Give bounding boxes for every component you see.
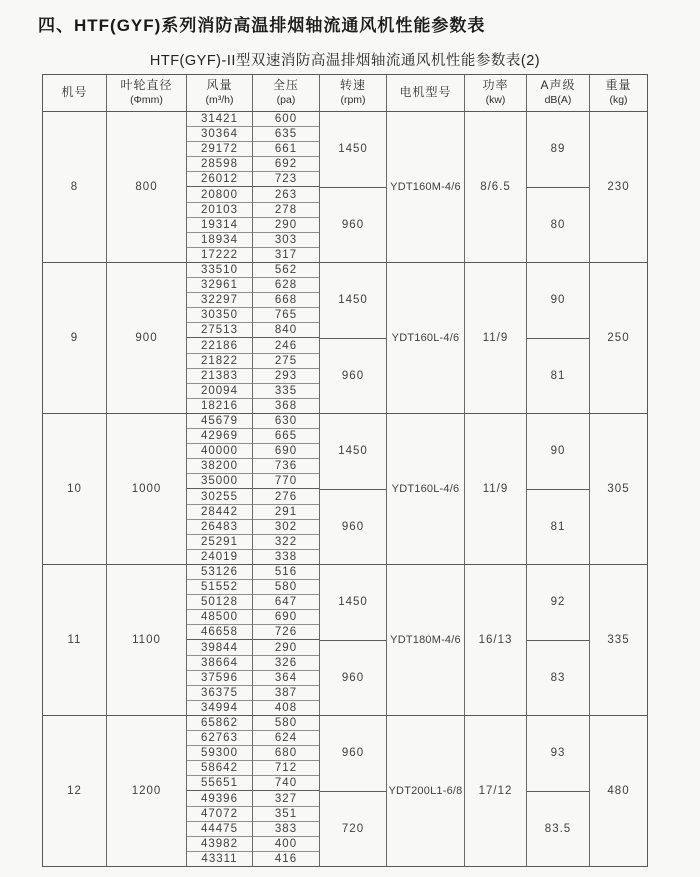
pressure-cell: 322	[253, 535, 319, 550]
airflow-cell: 26483	[187, 520, 252, 535]
power-cell: 11/9	[482, 483, 509, 495]
airflow-cell: 35000	[187, 474, 252, 489]
weight-cell: 480	[607, 785, 630, 797]
diameter-column	[107, 716, 187, 866]
airflow-cell: 19314	[187, 218, 252, 233]
rpm-cell: 960	[341, 671, 365, 684]
model-no-column	[43, 263, 107, 413]
header-line2: (pa)	[276, 93, 296, 106]
airflow-cell: 51552	[187, 580, 252, 595]
pressure-cell: 690	[253, 610, 319, 625]
airflow-cell: 55651	[187, 776, 252, 791]
airflow-cell: 20094	[187, 384, 252, 399]
pressure-cell: 368	[274, 399, 298, 412]
pressure-cell: 335	[253, 384, 319, 399]
pressure-cell: 408	[274, 701, 298, 714]
speed-column	[320, 565, 387, 715]
model-no-cell: 9	[70, 332, 79, 344]
header-cell-speed	[320, 75, 387, 111]
airflow-column	[187, 716, 253, 866]
noise-column	[527, 112, 590, 262]
model-no-cell: 12	[67, 785, 82, 797]
table-section-12	[43, 715, 647, 866]
header-line1: 电机型号	[399, 85, 452, 100]
weight-column	[590, 112, 647, 262]
pressure-column	[253, 112, 320, 262]
power-column	[465, 716, 527, 866]
noise-column	[527, 716, 590, 866]
header-line2: (Φmm)	[130, 93, 163, 106]
header-label-pressure	[253, 78, 319, 107]
pressure-cell: 276	[253, 489, 319, 504]
noise-cell: 93	[527, 716, 589, 792]
rpm-cell: 720	[341, 822, 365, 835]
motor-model-column	[387, 263, 465, 413]
airflow-cell: 20103	[187, 203, 252, 218]
pressure-cell: 562	[253, 263, 319, 278]
power-cell: 16/13	[478, 634, 513, 646]
diameter-cell: 1100	[132, 634, 161, 646]
airflow-cell: 28598	[187, 157, 252, 172]
table-section-8	[43, 112, 647, 262]
weight-column	[590, 263, 647, 413]
pressure-cell: 628	[253, 278, 319, 293]
pressure-column	[253, 565, 320, 715]
airflow-cell: 34994	[201, 701, 238, 714]
airflow-cell: 38200	[187, 459, 252, 474]
diameter-column	[107, 414, 187, 564]
airflow-cell: 62763	[187, 731, 252, 746]
airflow-cell: 53126	[187, 565, 252, 580]
pressure-cell: 665	[253, 429, 319, 444]
airflow-column	[187, 112, 253, 262]
pressure-cell: 580	[253, 580, 319, 595]
model-no-cell: 10	[67, 483, 82, 495]
airflow-cell: 24019	[201, 550, 238, 563]
header-line2: (kw)	[485, 93, 506, 106]
pressure-cell: 416	[274, 852, 298, 865]
page-title: 四、HTF(GYF)系列消防高温排烟轴流通风机性能参数表	[38, 16, 486, 35]
power-column	[465, 414, 527, 564]
pressure-cell: 840	[253, 323, 319, 338]
diameter-column	[107, 263, 187, 413]
diameter-cell: 900	[135, 332, 158, 344]
noise-cell: 90	[527, 263, 589, 339]
header-line1: 机号	[61, 85, 88, 100]
motor-model-cell: YDT200L1-6/8	[388, 785, 463, 797]
pressure-cell: 293	[253, 369, 319, 384]
pressure-cell: 600	[253, 112, 319, 127]
header-cell-airflow	[187, 75, 253, 111]
power-column	[465, 112, 527, 262]
rpm-cell: 1450	[320, 112, 386, 188]
airflow-cell: 47072	[187, 807, 252, 822]
pressure-column	[253, 263, 320, 413]
airflow-cell: 43982	[187, 837, 252, 852]
pressure-cell: 326	[253, 656, 319, 671]
pressure-cell: 770	[253, 474, 319, 489]
pressure-cell: 630	[253, 414, 319, 429]
model-no-column	[43, 716, 107, 866]
header-cell-weight	[590, 75, 647, 111]
header-line1: 风量	[206, 78, 233, 93]
header-line2: dB(A)	[544, 93, 572, 106]
pressure-cell: 302	[253, 520, 319, 535]
airflow-cell: 38664	[187, 656, 252, 671]
pressure-cell: 690	[253, 444, 319, 459]
motor-model-column	[387, 565, 465, 715]
diameter-cell: 800	[135, 181, 158, 193]
header-label-motor-model	[387, 85, 464, 101]
weight-column	[590, 414, 647, 564]
rpm-cell: 1450	[320, 414, 386, 490]
noise-cell: 80	[550, 218, 566, 231]
airflow-cell: 22186	[187, 338, 252, 353]
header-line1: 重量	[605, 78, 632, 93]
motor-model-cell: YDT160L-4/6	[391, 332, 460, 344]
weight-cell: 250	[607, 332, 630, 344]
speed-column	[320, 112, 387, 262]
airflow-cell: 32961	[187, 278, 252, 293]
model-no-cell: 8	[70, 181, 79, 193]
pressure-cell: 338	[274, 550, 298, 563]
header-cell-impeller-diameter	[107, 75, 187, 111]
airflow-cell: 49396	[187, 791, 252, 806]
model-no-column	[43, 414, 107, 564]
airflow-cell: 65862	[187, 716, 252, 731]
header-line1: 全压	[272, 78, 299, 93]
airflow-cell: 28442	[187, 505, 252, 520]
airflow-cell: 33510	[187, 263, 252, 278]
header-label-airflow	[187, 78, 252, 107]
pressure-cell: 692	[253, 157, 319, 172]
noise-column	[527, 263, 590, 413]
rpm-cell: 1450	[320, 565, 386, 641]
motor-model-column	[387, 716, 465, 866]
header-line1: 叶轮直径	[120, 78, 173, 93]
motor-model-column	[387, 112, 465, 262]
airflow-cell: 30255	[187, 489, 252, 504]
header-line1: A声级	[540, 78, 576, 93]
pressure-cell: 661	[253, 142, 319, 157]
header-label-noise-level	[527, 78, 589, 107]
airflow-cell: 26012	[187, 172, 252, 187]
noise-cell: 89	[527, 112, 589, 188]
model-no-column	[43, 112, 107, 262]
pressure-cell: 275	[253, 354, 319, 369]
airflow-cell: 29172	[187, 142, 252, 157]
pressure-column	[253, 716, 320, 866]
header-cell-pressure	[253, 75, 320, 111]
airflow-cell: 46658	[187, 625, 252, 640]
airflow-cell: 48500	[187, 610, 252, 625]
pressure-cell: 383	[253, 822, 319, 837]
airflow-cell: 25291	[187, 535, 252, 550]
model-no-column	[43, 565, 107, 715]
airflow-cell: 31421	[187, 112, 252, 127]
noise-column	[527, 565, 590, 715]
pressure-cell: 290	[253, 640, 319, 655]
noise-cell: 83.5	[544, 822, 572, 835]
noise-column	[527, 414, 590, 564]
pressure-cell: 580	[253, 716, 319, 731]
motor-model-cell: YDT160L-4/6	[391, 483, 460, 495]
header-cell-power	[465, 75, 527, 111]
airflow-cell: 27513	[187, 323, 252, 338]
airflow-column	[187, 414, 253, 564]
diameter-cell: 1200	[131, 785, 162, 797]
pressure-cell: 246	[253, 338, 319, 353]
diameter-cell: 1000	[131, 483, 162, 495]
airflow-cell: 45679	[187, 414, 252, 429]
rpm-cell: 960	[341, 218, 365, 231]
pressure-cell: 387	[253, 686, 319, 701]
power-column	[465, 565, 527, 715]
header-cell-noise-level	[527, 75, 590, 111]
pressure-cell: 712	[253, 761, 319, 776]
airflow-cell: 21822	[187, 354, 252, 369]
power-column	[465, 263, 527, 413]
pressure-cell: 516	[253, 565, 319, 580]
speed-column	[320, 263, 387, 413]
weight-cell: 305	[607, 483, 630, 495]
weight-cell: 335	[607, 634, 630, 646]
noise-cell: 92	[527, 565, 589, 641]
pressure-cell: 624	[253, 731, 319, 746]
speed-column	[320, 414, 387, 564]
header-label-impeller-diameter	[107, 78, 186, 107]
pressure-cell: 400	[253, 837, 319, 852]
table-header-row	[43, 75, 647, 112]
rpm-cell: 960	[341, 520, 365, 533]
airflow-cell: 44475	[187, 822, 252, 837]
airflow-cell: 50128	[187, 595, 252, 610]
header-label-weight	[590, 78, 647, 107]
pressure-cell: 765	[253, 308, 319, 323]
pressure-cell: 364	[253, 671, 319, 686]
pressure-column	[253, 414, 320, 564]
header-label-power	[465, 78, 526, 107]
noise-cell: 90	[527, 414, 589, 490]
pressure-cell: 736	[253, 459, 319, 474]
speed-column	[320, 716, 387, 866]
airflow-cell: 30350	[187, 308, 252, 323]
airflow-cell: 18216	[201, 399, 238, 412]
airflow-cell: 30364	[187, 127, 252, 142]
table-section-11	[43, 564, 647, 715]
noise-cell: 83	[550, 671, 566, 684]
pressure-cell: 278	[253, 203, 319, 218]
header-line1: 转速	[339, 78, 366, 93]
pressure-cell: 668	[253, 293, 319, 308]
rpm-cell: 1450	[320, 263, 386, 339]
weight-column	[590, 565, 647, 715]
airflow-cell: 18934	[187, 233, 252, 248]
pressure-cell: 647	[253, 595, 319, 610]
header-line2: (kg)	[609, 93, 628, 106]
airflow-cell: 39844	[187, 640, 252, 655]
header-label-speed	[320, 78, 386, 107]
motor-model-cell: YDT160M-4/6	[390, 181, 461, 193]
noise-cell: 81	[550, 520, 566, 533]
model-no-cell: 11	[67, 634, 82, 646]
header-line1: 功率	[482, 78, 509, 93]
pressure-cell: 263	[253, 187, 319, 202]
pressure-cell: 635	[253, 127, 319, 142]
pressure-cell: 290	[253, 218, 319, 233]
airflow-cell: 37596	[187, 671, 252, 686]
airflow-cell: 21383	[187, 369, 252, 384]
diameter-column	[107, 112, 187, 262]
pressure-cell: 740	[253, 776, 319, 791]
motor-model-cell: YDT180M-4/6	[390, 634, 461, 646]
airflow-cell: 58642	[187, 761, 252, 776]
pressure-cell: 303	[253, 233, 319, 248]
header-label-model-no	[43, 85, 106, 101]
airflow-cell: 40000	[187, 444, 252, 459]
weight-column	[590, 716, 647, 866]
table-section-10	[43, 413, 647, 564]
header-cell-model-no	[43, 75, 107, 111]
airflow-cell: 59300	[187, 746, 252, 761]
airflow-cell: 17222	[201, 248, 238, 261]
performance-table	[42, 74, 648, 867]
pressure-cell: 327	[253, 791, 319, 806]
airflow-column	[187, 565, 253, 715]
noise-cell: 81	[550, 369, 566, 382]
pressure-cell: 291	[253, 505, 319, 520]
rpm-cell: 960	[341, 369, 365, 382]
airflow-cell: 43311	[201, 852, 238, 865]
pressure-cell: 680	[253, 746, 319, 761]
header-line2: (m³/h)	[205, 93, 234, 106]
airflow-cell: 42969	[187, 429, 252, 444]
airflow-column	[187, 263, 253, 413]
table-subtitle: HTF(GYF)-II型双速消防高温排烟轴流通风机性能参数表(2)	[149, 53, 541, 69]
airflow-cell: 36375	[187, 686, 252, 701]
rpm-cell: 960	[320, 716, 386, 792]
motor-model-column	[387, 414, 465, 564]
pressure-cell: 317	[274, 248, 298, 261]
pressure-cell: 723	[253, 172, 319, 187]
header-line2: (rpm)	[340, 93, 366, 106]
airflow-cell: 20800	[187, 187, 252, 202]
table-section-9	[43, 262, 647, 413]
power-cell: 11/9	[482, 332, 509, 344]
pressure-cell: 726	[253, 625, 319, 640]
airflow-cell: 32297	[187, 293, 252, 308]
power-cell: 17/12	[478, 785, 513, 797]
pressure-cell: 351	[253, 807, 319, 822]
header-cell-motor-model	[387, 75, 465, 111]
weight-cell: 230	[607, 181, 630, 193]
diameter-column	[107, 565, 187, 715]
power-cell: 8/6.5	[480, 181, 511, 193]
